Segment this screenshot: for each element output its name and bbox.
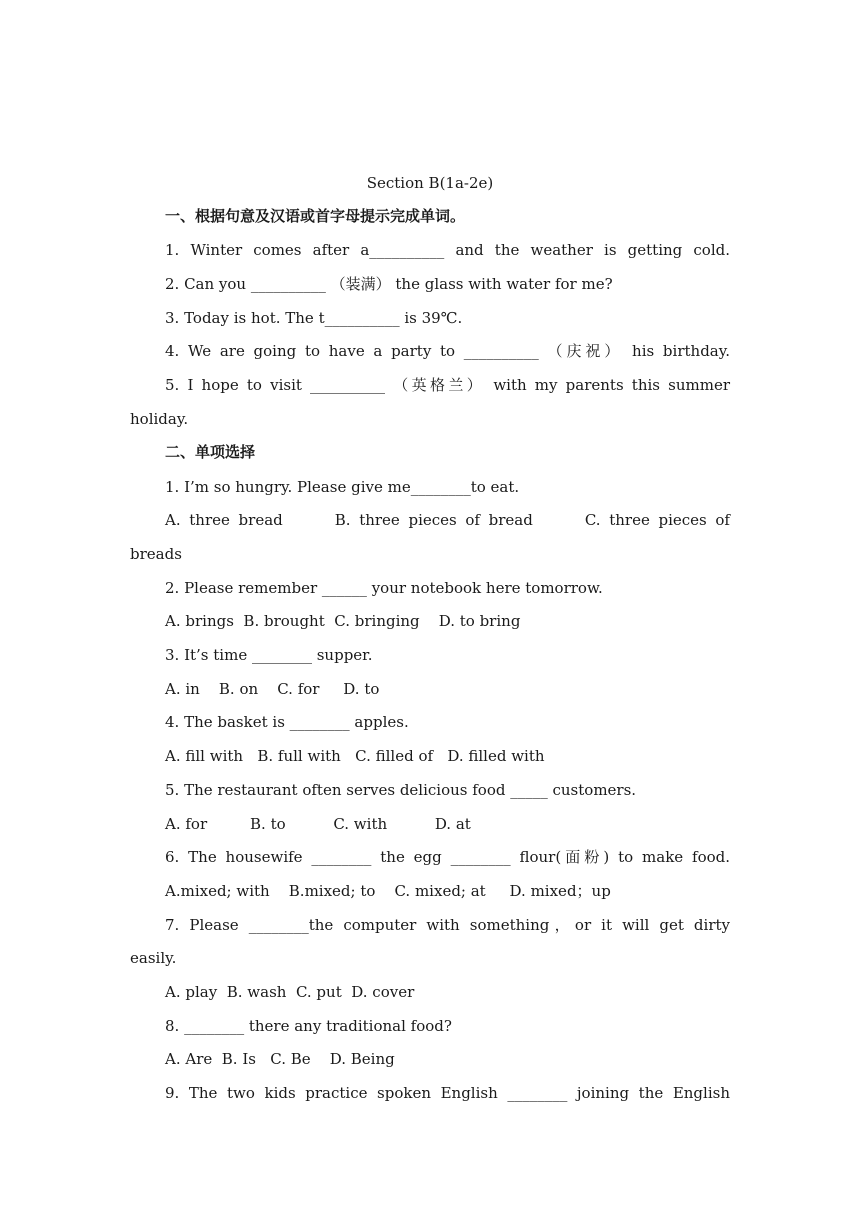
part1-item-4: 4. We are going to have a party to __________ （庆祝） his birthday. (165, 342, 730, 360)
part1-item-3: 3. Today is hot. The t__________ is 39℃. (165, 309, 463, 327)
question-9: 9. The two kids practice spoken English ________ joining the English (165, 1084, 730, 1102)
part1-heading: 一、根据句意及汉语或首字母提示完成单词。 (165, 207, 466, 225)
question-6-options: A.mixed; with B.mixed; to C. mixed; at D. mixed；up (165, 882, 611, 900)
question-2-options: A. brings B. brought C. bringing D. to bring (165, 612, 521, 630)
part2-heading: 二、单项选择 (165, 443, 256, 461)
question-1-options: A. three bread B. three pieces of bread C. three pieces of (165, 511, 730, 529)
question-2: 2. Please remember ______ your notebook here tomorrow. (165, 579, 603, 597)
part1-item-1: 1. Winter comes after a__________ and the weather is getting cold. (165, 241, 730, 259)
question-8: 8. ________ there any traditional food? (165, 1017, 452, 1035)
section-title: Section B(1a-2e) (366, 174, 494, 192)
question-1-options-cont: breads (130, 545, 182, 563)
question-3-options: A. in B. on C. for D. to (165, 680, 380, 698)
question-6: 6. The housewife ________ the egg ________ flour(面粉) to make food. (165, 848, 730, 866)
question-4-options: A. fill with B. full with C. filled of D. filled with (165, 747, 545, 765)
question-1: 1. I’m so hungry. Please give me________to eat. (165, 478, 520, 496)
question-5-options: A. for B. to C. with D. at (165, 815, 471, 833)
question-4: 4. The basket is ________ apples. (165, 713, 409, 731)
question-8-options: A. Are B. Is C. Be D. Being (165, 1050, 395, 1068)
part1-item-2: 2. Can you __________ （装满） the glass with water for me? (165, 275, 613, 293)
question-7-options: A. play B. wash C. put D. cover (165, 983, 415, 1001)
question-5: 5. The restaurant often serves delicious food _____ customers. (165, 781, 637, 799)
part1-item-5: 5. I hope to visit __________ （英格兰） with my parents this summer (165, 376, 730, 394)
question-7: 7. Please ________the computer with something，or it will get dirty (165, 916, 730, 934)
part1-item-5-cont: holiday. (130, 410, 189, 428)
question-3: 3. It’s time ________ supper. (165, 646, 373, 664)
question-7-cont: easily. (130, 949, 177, 967)
